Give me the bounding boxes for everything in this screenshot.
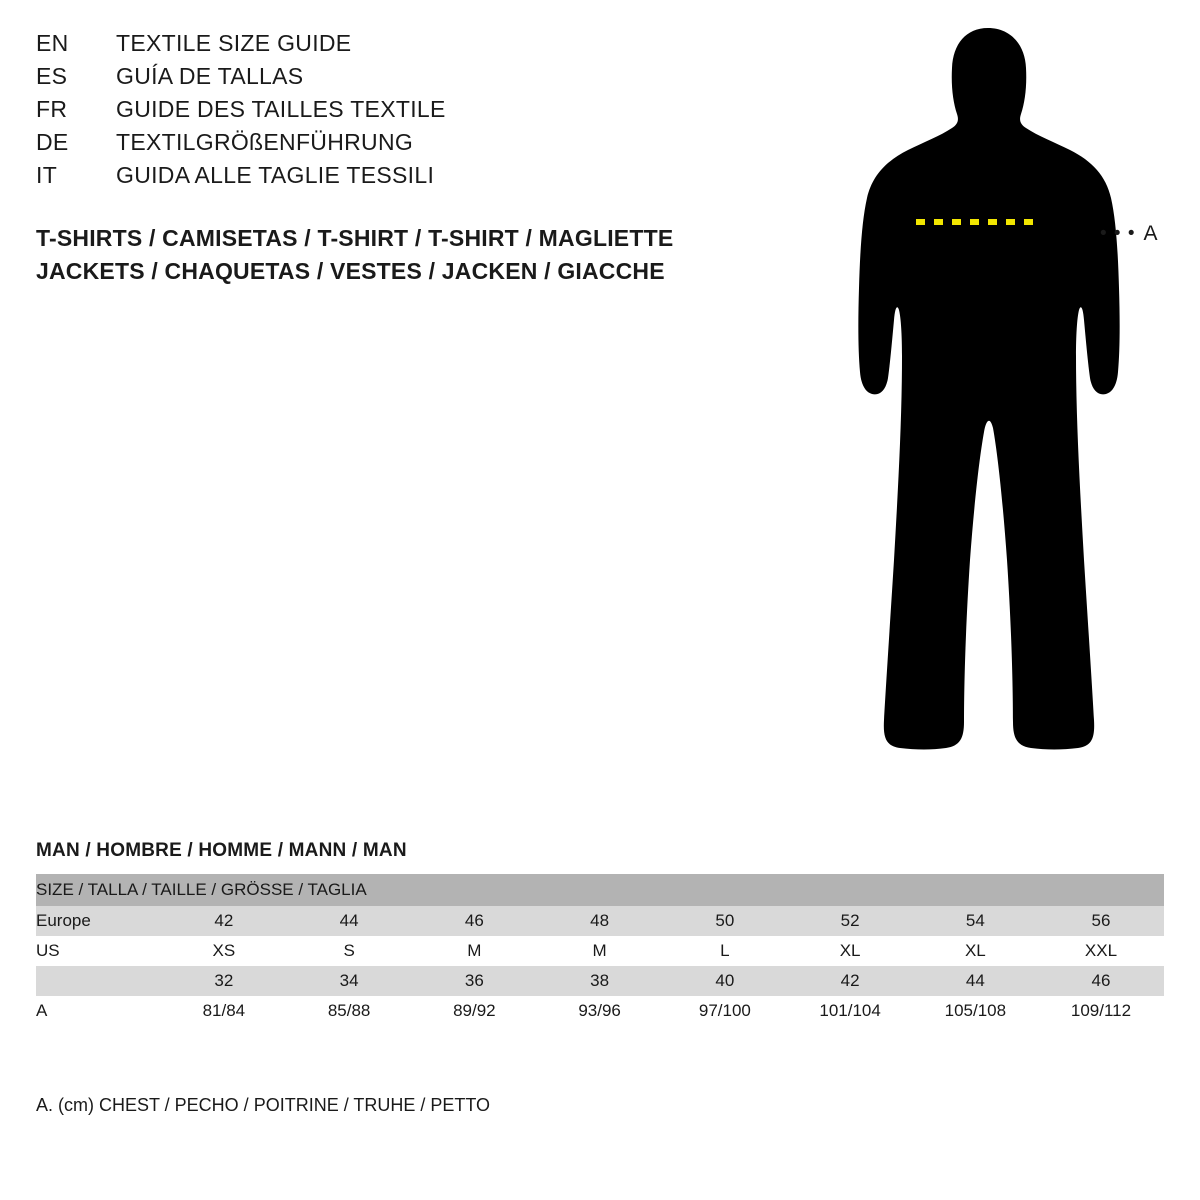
size-table [36, 874, 1164, 1026]
table-section-title: MAN / HOMBRE / HOMME / MANN / MAN [36, 840, 407, 861]
language-row [36, 96, 736, 129]
language-row [36, 30, 736, 63]
language-row [36, 63, 736, 96]
table-cell: XS [161, 936, 286, 966]
table-cell: 93/96 [537, 996, 662, 1026]
table-cell: 81/84 [161, 996, 286, 1026]
table-cell: 42 [788, 966, 913, 996]
language-title-block [36, 30, 736, 195]
table-cell: S [287, 936, 412, 966]
language-row [36, 129, 736, 162]
callout-dashes-icon: • • • [1100, 223, 1136, 244]
table-cell: XXL [1038, 936, 1164, 966]
language-code: EN [36, 30, 69, 56]
language-code: DE [36, 129, 69, 155]
callout-label-a: A [1143, 222, 1158, 245]
table-row [36, 906, 1164, 936]
category-line-jackets: JACKETS / CHAQUETAS / VESTES / JACKEN / GIACCHE [36, 258, 665, 284]
table-cell: 105/108 [913, 996, 1038, 1026]
table-cell: 48 [537, 906, 662, 936]
table-header-row [36, 874, 1164, 906]
table-header-label: SIZE / TALLA / TAILLE / GRÖSSE / TAGLIA [36, 874, 1164, 906]
language-title: GUIDA ALLE TAGLIE TESSILI [116, 162, 435, 188]
language-title: TEXTILGRÖßENFÜHRUNG [116, 129, 414, 155]
table-cell: L [662, 936, 787, 966]
table-cell: 36 [412, 966, 537, 996]
table-cell: 89/92 [412, 996, 537, 1026]
category-block [36, 222, 796, 288]
table-row [36, 966, 1164, 996]
row-label [36, 966, 161, 996]
language-title: GUIDE DES TAILLES TEXTILE [116, 96, 446, 122]
table-cell: 54 [913, 906, 1038, 936]
table-row [36, 936, 1164, 966]
table-cell: 40 [662, 966, 787, 996]
size-table-section [36, 840, 1164, 1026]
table-cell: XL [788, 936, 913, 966]
table-cell: 52 [788, 906, 913, 936]
silhouette-icon [820, 20, 1180, 780]
language-title: GUÍA DE TALLAS [116, 63, 304, 89]
table-cell: 46 [412, 906, 537, 936]
table-cell: 46 [1038, 966, 1164, 996]
man-silhouette-figure [820, 20, 1180, 780]
table-cell: 44 [913, 966, 1038, 996]
table-row [36, 996, 1164, 1026]
language-row [36, 162, 736, 195]
category-line-tshirts: T-SHIRTS / CAMISETAS / T-SHIRT / T-SHIRT / MAGLIETTE [36, 225, 674, 251]
table-cell: 56 [1038, 906, 1164, 936]
table-cell: 34 [287, 966, 412, 996]
table-cell: 109/112 [1038, 996, 1164, 1026]
language-code: IT [36, 162, 58, 188]
table-cell: 50 [662, 906, 787, 936]
table-cell: 97/100 [662, 996, 787, 1026]
footnote-chest: A. (cm) CHEST / PECHO / POITRINE / TRUHE / PETTO [36, 1095, 491, 1115]
table-cell: 85/88 [287, 996, 412, 1026]
table-cell: 101/104 [788, 996, 913, 1026]
table-cell: M [412, 936, 537, 966]
table-cell: 44 [287, 906, 412, 936]
table-cell: M [537, 936, 662, 966]
table-cell: 38 [537, 966, 662, 996]
chest-callout [1100, 222, 1158, 246]
table-cell: 32 [161, 966, 286, 996]
row-label: US [36, 936, 161, 966]
table-cell: XL [913, 936, 1038, 966]
language-code: ES [36, 63, 68, 89]
row-label: A [36, 996, 161, 1026]
language-title: TEXTILE SIZE GUIDE [116, 30, 352, 56]
table-cell: 42 [161, 906, 286, 936]
row-label: Europe [36, 906, 161, 936]
language-code: FR [36, 96, 68, 122]
